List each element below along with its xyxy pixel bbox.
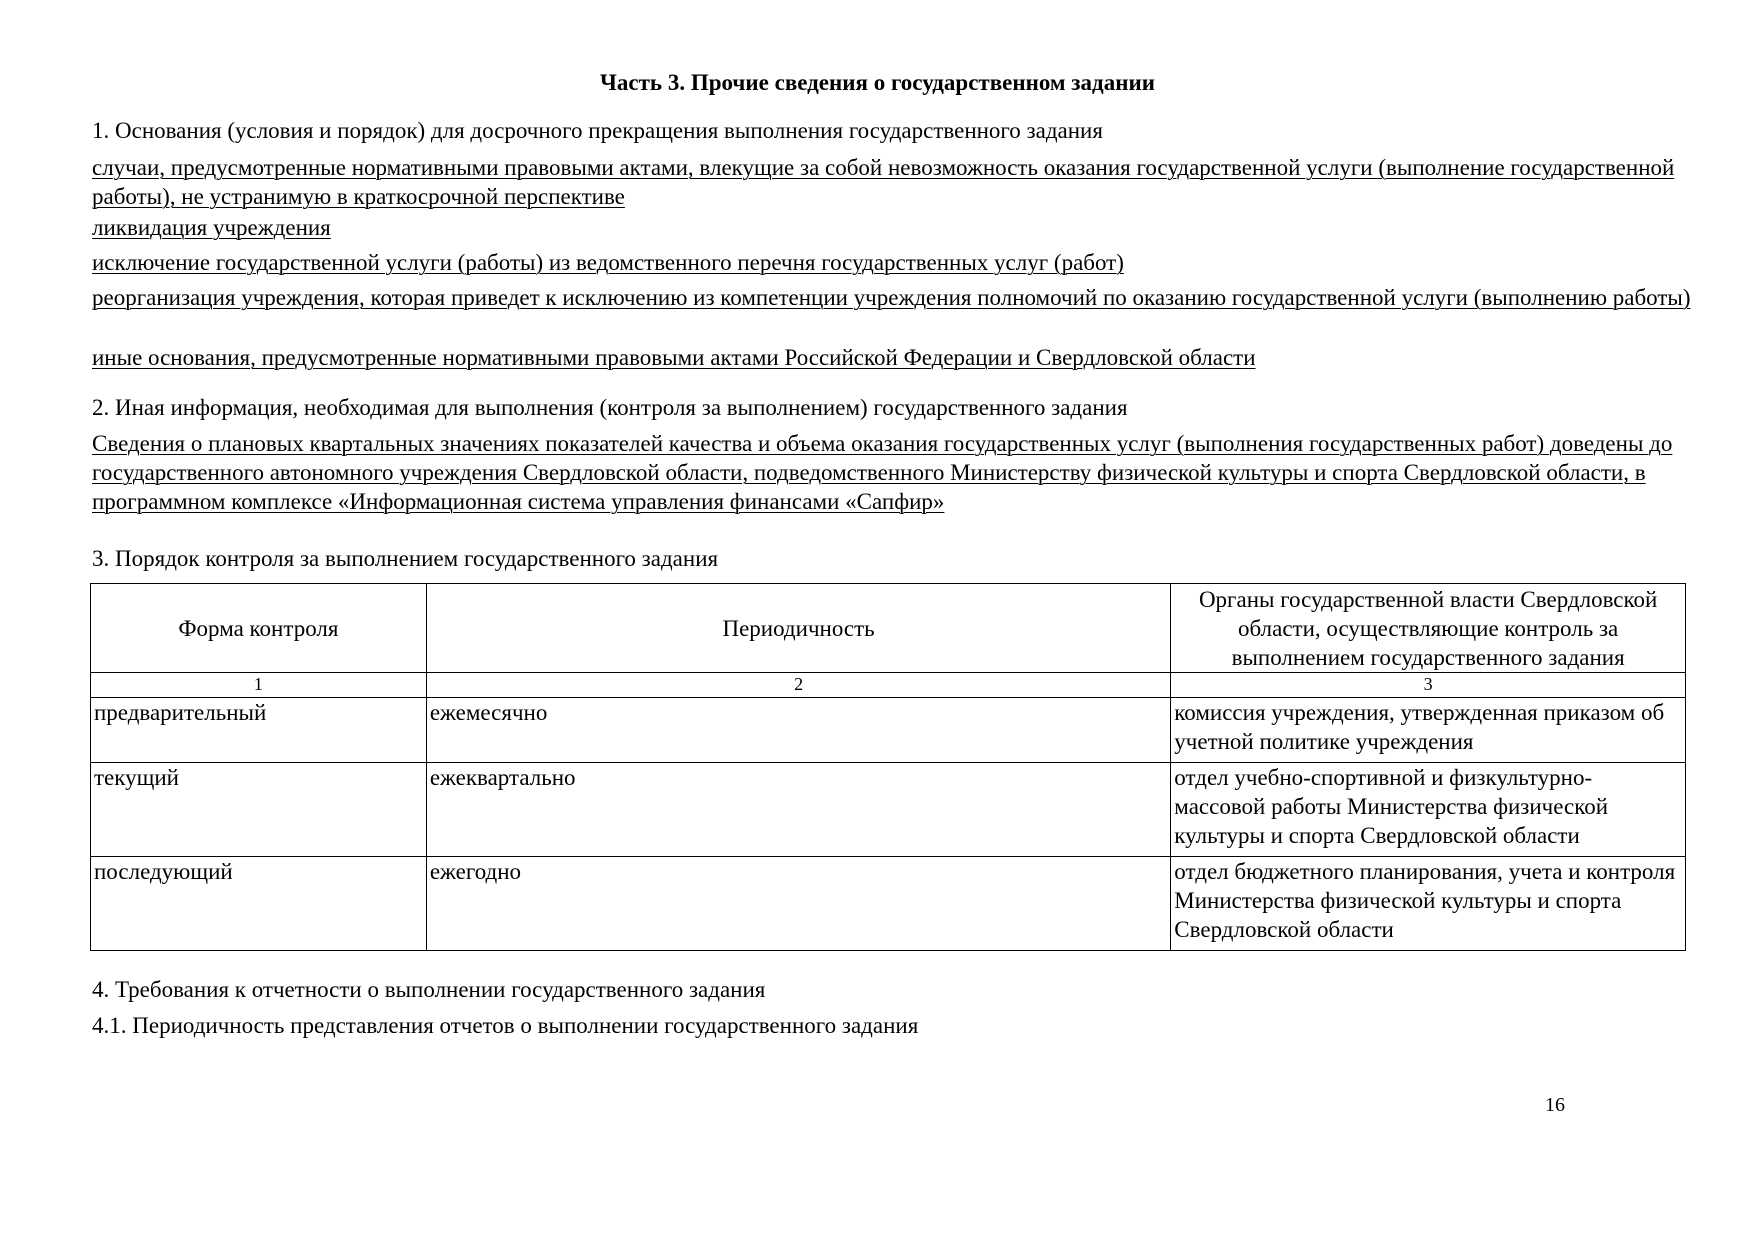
column-number: 1: [91, 673, 427, 698]
section1-item: ликвидация учреждения: [92, 215, 331, 240]
table-row: [91, 857, 1686, 951]
cell-authority: отдел учебно-спортивной и физкультурно-массовой работы Министерства физической культуры и спорта Свердловской области: [1171, 763, 1686, 857]
control-table: [90, 583, 1686, 951]
column-number: 2: [426, 673, 1170, 698]
page-number: 16: [1545, 1094, 1565, 1116]
cell-period: ежегодно: [426, 857, 1170, 951]
table-row: [91, 763, 1686, 857]
column-header-form: Форма контроля: [91, 584, 427, 673]
section1-item: иные основания, предусмотренные нормативными правовыми актами Российской Федерации и Свердловской области: [92, 345, 1256, 370]
column-number: 3: [1171, 673, 1686, 698]
cell-form: последующий: [91, 857, 427, 951]
section1-item: исключение государственной услуги (работы) из ведомственного перечня государственных услуг (работ): [92, 250, 1124, 275]
column-header-period: Периодичность: [426, 584, 1170, 673]
cell-period: ежемесячно: [426, 698, 1170, 763]
table-row: [91, 698, 1686, 763]
page-title: Часть 3. Прочие сведения о государственном задании: [600, 70, 1155, 95]
section1-item: случаи, предусмотренные нормативными правовыми актами, влекущие за собой невозможность оказания государственной услуги (выполнение государственной работы), не устранимую в краткосрочной перспективе: [92, 155, 1675, 209]
section4-heading: 4. Требования к отчетности о выполнении государственного задания: [92, 977, 766, 1002]
column-number-row: [91, 673, 1686, 698]
section4-sub1: 4.1. Периодичность представления отчетов о выполнении государственного задания: [92, 1013, 919, 1038]
section2-heading: 2. Иная информация, необходимая для выполнения (контроля за выполнением) государственного задания: [92, 395, 1128, 420]
cell-form: предварительный: [91, 698, 427, 763]
cell-form: текущий: [91, 763, 427, 857]
cell-authority: отдел бюджетного планирования, учета и контроля Министерства физической культуры и спорта Свердловской области: [1171, 857, 1686, 951]
table-header-row: [91, 584, 1686, 673]
section1-heading: 1. Основания (условия и порядок) для досрочного прекращения выполнения государственного задания: [92, 118, 1103, 143]
section2-text: Сведения о плановых квартальных значениях показателей качества и объема оказания государственных услуг (выполнения государственных работ) доведены до государственного автономного учреждения Свердловской области, подведомственного Министерству физической культуры и спорта Свердловской области, в программном комплексе «Информационная система управления финансами «Сапфир»: [92, 431, 1673, 514]
section3-heading: 3. Порядок контроля за выполнением государственного задания: [92, 546, 719, 571]
cell-authority: комиссия учреждения, утвержденная приказом об учетной политике учреждения: [1171, 698, 1686, 763]
section1-item: реорганизация учреждения, которая приведет к исключению из компетенции учреждения полномочий по оказанию государственной услуги (выполнению работы): [92, 285, 1691, 310]
column-header-authority: Органы государственной власти Свердловской области, осуществляющие контроль за выполнением государственного задания: [1171, 584, 1686, 673]
cell-period: ежеквартально: [426, 763, 1170, 857]
